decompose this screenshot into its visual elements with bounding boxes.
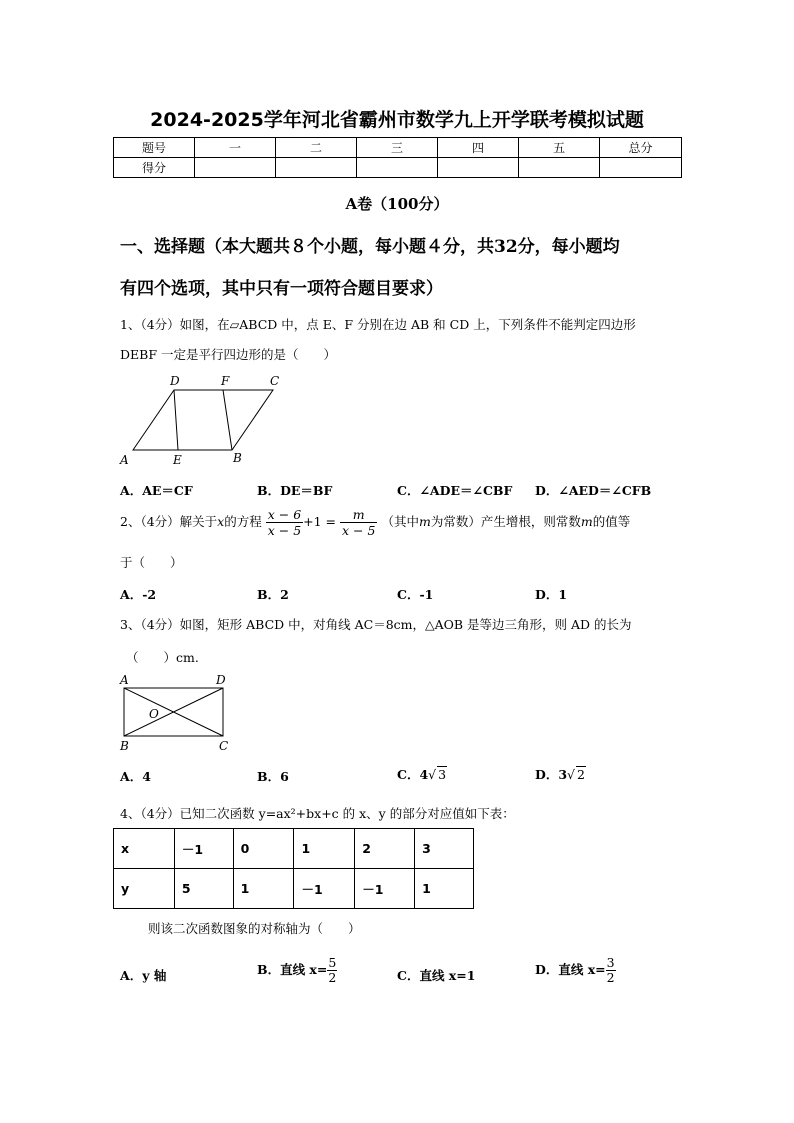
q3-text-line2: （ ）cm.	[126, 650, 199, 665]
q2-var-m: m	[418, 514, 431, 529]
q4-option-b-fraction	[327, 956, 337, 985]
score-cell	[195, 158, 276, 178]
score-header-cell: 五	[519, 138, 600, 158]
q4-option-d-num: 3	[606, 955, 615, 970]
q1-option-c: C．∠ADE＝∠CBF	[397, 483, 513, 498]
section-juan-heading: A卷（100分）	[345, 195, 449, 213]
segment-fb	[223, 390, 232, 450]
label-e: E	[173, 453, 182, 467]
score-cell	[438, 158, 519, 178]
score-header-cell: 一	[195, 138, 276, 158]
label-o: O	[149, 707, 159, 721]
section1-heading-line2: 有四个选项，其中只有一项符合题目要求）	[120, 279, 443, 299]
q4-table-cell: －1	[355, 869, 415, 909]
score-header-cell: 三	[357, 138, 438, 158]
q4-option-b	[257, 956, 337, 985]
q2-var-x: x	[217, 514, 225, 529]
q4-question: 则该二次函数图象的对称轴为（ ）	[148, 921, 361, 936]
label-c: C	[270, 374, 280, 388]
q1-option-d: D．∠AED＝∠CFB	[535, 483, 652, 498]
label-d: D	[170, 374, 180, 388]
q2-fraction-left	[266, 507, 303, 538]
q2-text-line2: 于（ ）	[120, 555, 183, 570]
q2-plus-one: +1 =	[303, 514, 337, 529]
q2-mid: 的方程	[224, 514, 262, 529]
label-d: D	[216, 673, 226, 687]
label-b: B	[233, 451, 242, 465]
q2-prefix: 2、（4分）解关于	[120, 514, 218, 529]
score-table-header-row	[114, 138, 682, 158]
q4-table-cell: x	[114, 829, 175, 869]
q2-suffix-b: 为常数）产生增根，则常数	[430, 514, 581, 529]
q2-fraction-right	[340, 507, 377, 538]
page-title: 2024-2025学年河北省霸州市数学九上开学联考模拟试题	[150, 109, 644, 131]
q4-option-d-den: 2	[606, 970, 615, 985]
label-b: B	[120, 739, 129, 753]
q2-option-b: B．2	[257, 587, 289, 602]
q1-option-a: A．AE＝CF	[120, 483, 193, 498]
label-a: A	[120, 453, 129, 467]
q3-option-c	[397, 765, 447, 783]
section1-heading-line1: 一、选择题（本大题共８个小题，每小题４分，共32分，每小题均	[120, 237, 620, 257]
q2-option-d: D．1	[535, 587, 568, 602]
label-c: C	[219, 739, 229, 753]
q4-table-cell: 0	[233, 829, 294, 869]
q1-option-b: B．DE＝BF	[257, 483, 333, 498]
q4-table-cell: －1	[174, 829, 233, 869]
q1-text-line2: DEBF 一定是平行四边形的是（ ）	[120, 347, 336, 362]
q2-frac1-den: x − 5	[267, 523, 302, 538]
q1-text-line1: 1、（4分）如图，在▱ABCD 中，点 E、F 分别在边 AB 和 CD 上，下列条件不能判定四边形	[120, 317, 636, 332]
parallelogram-abcd	[133, 390, 273, 450]
q4-value-table	[113, 828, 474, 909]
q2-option-a: A．-2	[120, 587, 157, 602]
q2-suffix-c: 的值等	[592, 514, 631, 529]
sqrt-icon: √	[567, 767, 576, 782]
q4-table-cell: －1	[294, 869, 355, 909]
q2-option-c: C．-1	[397, 587, 434, 602]
score-table	[113, 137, 682, 178]
q4-option-d-prefix: D．直线 x=	[535, 962, 606, 977]
score-header-cell: 二	[276, 138, 357, 158]
q2-var-m2: m	[580, 514, 593, 529]
q3-option-c-coef: C．4	[397, 767, 429, 782]
q4-table-cell: 1	[294, 829, 355, 869]
q4-text-line1: 4、（4分）已知二次函数 y=ax²+bx+c 的 x、y 的部分对应值如下表：	[120, 806, 515, 821]
q4-option-b-den: 2	[328, 970, 337, 985]
score-header-cell: 四	[438, 138, 519, 158]
q2-text-line1	[120, 507, 630, 538]
q4-table-cell: 1	[415, 869, 474, 909]
q3-option-c-radicand: 3	[438, 767, 447, 782]
q4-table-row-x	[114, 829, 474, 869]
q4-option-c: C．直线 x=1	[397, 968, 476, 983]
q3-option-a: A．4	[120, 769, 151, 784]
score-cell	[600, 158, 682, 178]
score-table-score-row	[114, 158, 682, 178]
q4-table-cell: 1	[233, 869, 294, 909]
q4-table-cell: y	[114, 869, 175, 909]
q4-option-d	[535, 956, 616, 985]
q2-frac2-num: m	[340, 507, 377, 523]
q4-option-b-prefix: B．直线 x=	[257, 962, 328, 977]
label-f: F	[221, 374, 230, 388]
q4-option-d-fraction	[606, 956, 616, 985]
q2-suffix-a: （其中	[381, 514, 419, 529]
score-header-cell: 总分	[600, 138, 682, 158]
q1-parallelogram-figure	[115, 370, 295, 470]
score-cell	[276, 158, 357, 178]
q3-rectangle-figure	[115, 670, 240, 755]
sqrt-icon: √	[428, 767, 437, 782]
q4-table-row-y	[114, 869, 474, 909]
label-a: A	[120, 673, 129, 687]
q3-text-line1: 3、（4分）如图，矩形 ABCD 中，对角线 AC＝8cm，△AOB 是等边三角形，则 AD 的长为	[120, 617, 632, 632]
segment-de	[174, 390, 178, 450]
score-cell	[519, 158, 600, 178]
q4-option-a: A．y 轴	[120, 968, 167, 983]
q4-table-cell: 5	[174, 869, 233, 909]
score-row-label: 得分	[114, 158, 195, 178]
q2-frac2-den: x − 5	[342, 523, 376, 538]
score-cell	[357, 158, 438, 178]
score-header-cell: 题号	[114, 138, 195, 158]
q4-table-cell: 3	[415, 829, 474, 869]
q3-option-d-coef: D．3	[535, 767, 568, 782]
q3-option-d-radicand: 2	[577, 767, 585, 782]
q3-option-d	[535, 765, 586, 783]
q4-table-cell: 2	[355, 829, 415, 869]
q4-option-b-num: 5	[328, 955, 337, 970]
q3-option-b: B．6	[257, 769, 289, 784]
q2-frac1-num: x − 6	[267, 507, 302, 522]
